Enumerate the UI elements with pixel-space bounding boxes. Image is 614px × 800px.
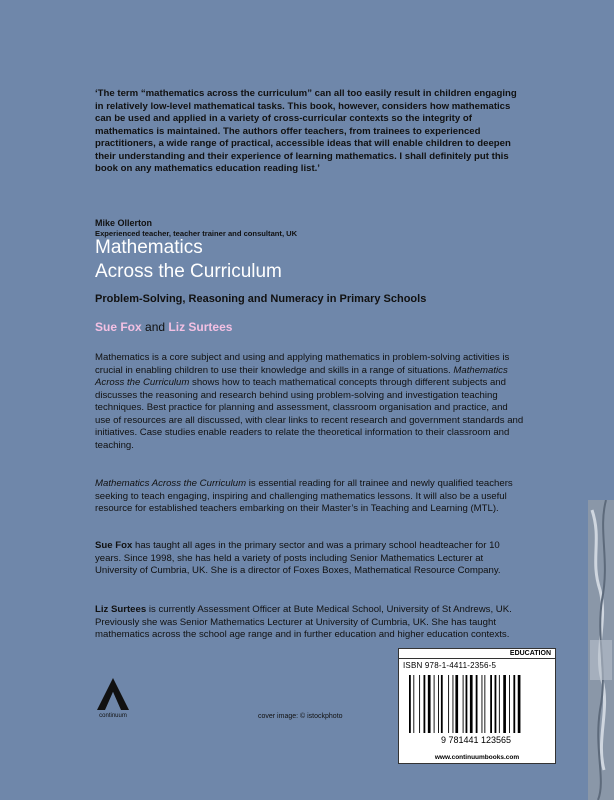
barcode-bar <box>413 675 414 733</box>
book-title <box>95 236 282 284</box>
category-label: EDUCATION <box>399 649 555 659</box>
barcode-bar <box>509 675 510 733</box>
barcode-bar <box>409 675 411 733</box>
publisher-website: www.continuumbooks.com <box>434 754 520 761</box>
description-paragraph-2 <box>95 478 525 516</box>
author-2-name: Liz Surtees <box>168 320 233 334</box>
p2-text-end: is essential reading for all trainee and newly qualified teachers seeking to teach engaging, inspiring and challenging mathematics lessons. It will also be a useful resource for established teachers embarking on their Master’s in Teaching and Learning (MTL). <box>95 478 513 514</box>
barcode-bar <box>518 675 521 733</box>
barcode-digits: 9 781441 123565 <box>440 735 512 745</box>
barcode-icon <box>403 673 549 745</box>
book-title-line-2: Across the Curriculum <box>95 261 282 282</box>
barcode-bar <box>482 675 483 733</box>
barcode-bar <box>438 675 439 733</box>
quote-author: Mike Ollerton <box>95 218 153 228</box>
barcode-bar <box>499 675 500 733</box>
barcode-bar <box>484 675 485 733</box>
barcode-bar <box>448 675 449 733</box>
author-joiner: and <box>145 320 166 334</box>
bio-2-name: Liz Surtees <box>95 604 147 615</box>
barcode-bar <box>434 675 435 733</box>
bio-1-text: has taught all ages in the primary sector and was a primary school headteacher for 10 years. Since 1998, she has held a variety of posts including Senior Mathematics Lecturer at University of Cumbria, UK. She is a director of Foxes Boxes, Mathematical Resource Company. <box>95 540 501 576</box>
cover-image-credit: cover image: © istockphoto <box>258 713 343 720</box>
barcode-bar <box>476 675 478 733</box>
barcode-bar <box>503 675 506 733</box>
publisher-name: continuum <box>99 713 127 719</box>
barcode-bar <box>466 675 468 733</box>
barcode-bar <box>455 675 458 733</box>
description-paragraph-1 <box>95 352 525 452</box>
author-1-name: Sue Fox <box>95 320 142 334</box>
book-subtitle: Problem-Solving, Reasoning and Numeracy in Primary Schools <box>95 293 427 305</box>
barcode-bar <box>441 675 443 733</box>
p1-text-start: Mathematics is a core subject and using and applying mathematics in problem-solving activities is crucial in enabling children to use their knowledge and skills in a range of situations. <box>95 352 510 376</box>
endorsement-quote: ‘The term “mathematics across the curriculum” can all too easily result in children engaging in relatively low-level mathematical tasks. This book, however, considers how mathematics can be used and applied in a variety of cross-curricular contexts so the integrity of mathematics is maintained. The authors offer teachers, from trainees to experienced practitioners, a wide range of practical, accessible ideas that will enable children to deepen their understanding and their experience of learning mathematics. I shall definitely put this book on any mathematics education reading list.’ <box>95 88 517 174</box>
barcode-bar <box>428 675 431 733</box>
p1-book-title: Mathematics Across the Curriculum <box>95 364 508 388</box>
barcode-bar <box>419 675 420 733</box>
book-title-line-1: Mathematics <box>95 237 203 258</box>
barcode-bar <box>453 675 454 733</box>
barcode-bar <box>470 675 473 733</box>
isbn-label: ISBN 978-1-4411-2356-5 <box>403 661 497 670</box>
barcode-bar <box>513 675 515 733</box>
bio-1-name: Sue Fox <box>95 540 133 551</box>
quote-author-role: Experienced teacher, teacher trainer and consultant, UK <box>95 229 298 238</box>
author-line <box>95 320 232 334</box>
author-bio-2 <box>95 604 525 642</box>
bio-2-text: is currently Assessment Officer at Bute Medical School, University of St Andrews, UK. Previously she was Senior Mathematics Lecturer at University of Cumbria, UK. She has taught mathematics across the school age range and in further education and higher education contexts. <box>95 604 512 640</box>
barcode-bar <box>463 675 464 733</box>
barcode-bar <box>490 675 492 733</box>
barcode-panel <box>398 648 556 764</box>
barcode-bar <box>495 675 497 733</box>
decorative-strip <box>588 500 614 800</box>
publisher-logo-icon <box>95 676 131 712</box>
author-bio-1 <box>95 540 525 578</box>
p1-text-end: shows how to teach mathematical concepts through different subjects and discusses the reasoning and research behind using problem-solving and investigation teaching techniques. Best practice for planning and assessment, classroom organisation and practice, and use of resources are all discussed, with clear links to recent research and government standards and initiatives. Case studies enable readers to relate the theoretical information to their classroom and teaching. <box>95 377 524 451</box>
p2-book-title: Mathematics Across the Curriculum <box>95 478 247 489</box>
barcode-bar <box>424 675 426 733</box>
